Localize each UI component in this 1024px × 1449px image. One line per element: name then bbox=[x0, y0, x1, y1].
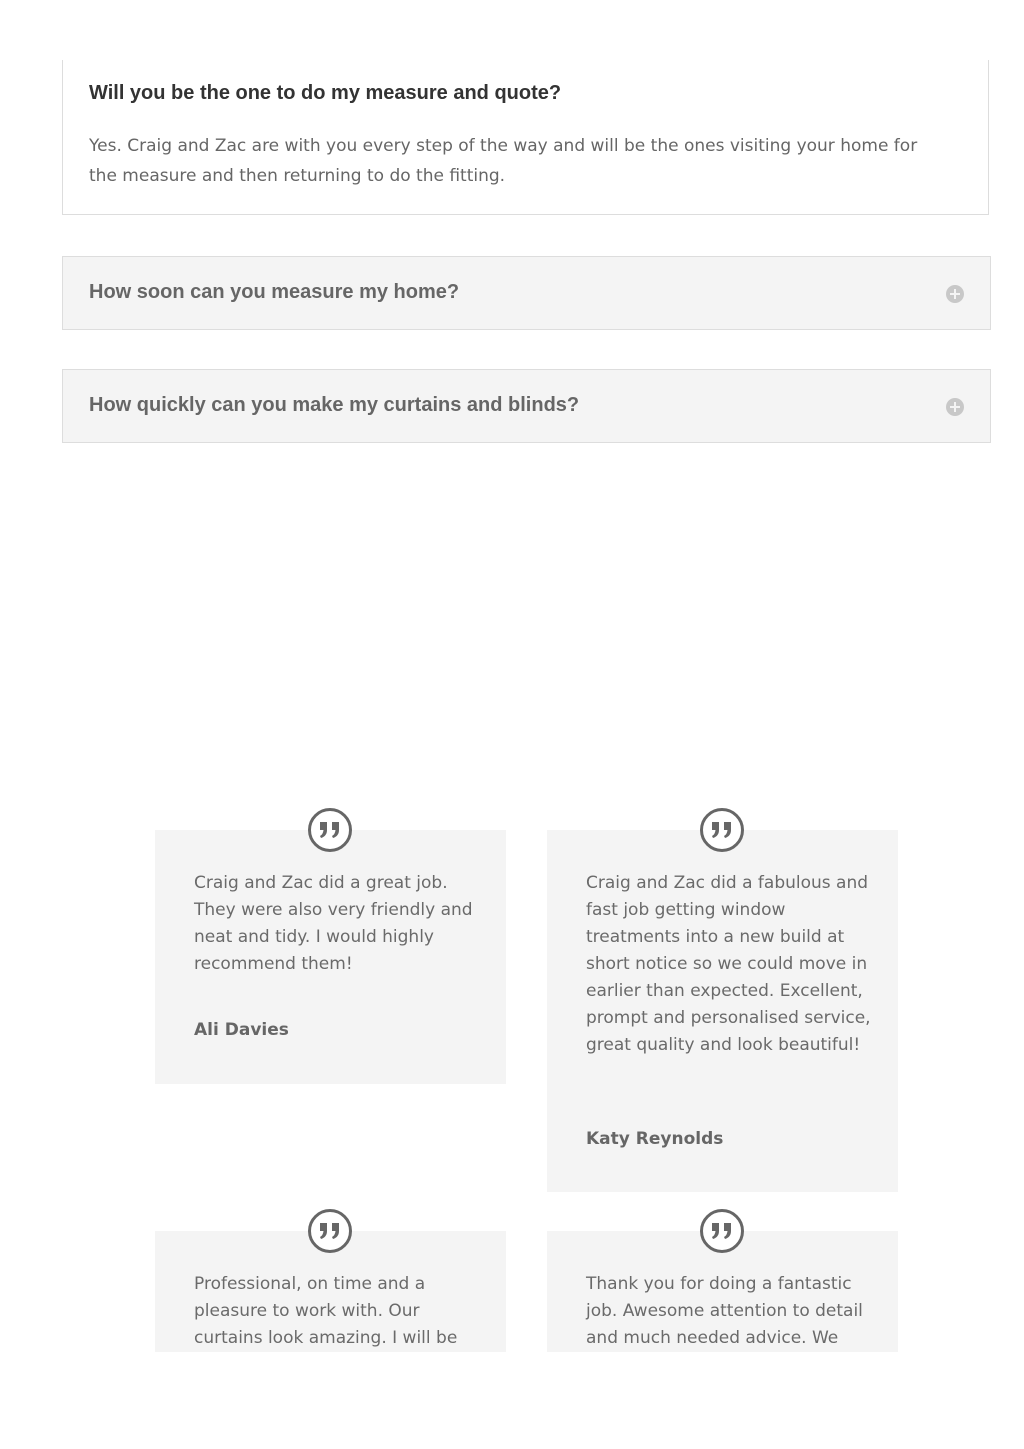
testimonial-text: Professional, on time and a pleasure to work with. Our curtains look amazing. I will be bbox=[194, 1274, 458, 1348]
quote-icon bbox=[308, 1209, 352, 1253]
testimonial-author: Katy Reynolds bbox=[586, 1129, 724, 1149]
testimonial-card bbox=[547, 830, 898, 1192]
faq-item-open bbox=[62, 60, 989, 215]
plus-circle-icon[interactable] bbox=[946, 285, 964, 303]
faq-question[interactable]: How soon can you measure my home? bbox=[89, 281, 460, 303]
faq-answer: Yes. Craig and Zac are with you every step of the way and will be the ones visiting your home for the measure and then returning to do the fitting. bbox=[89, 136, 918, 186]
testimonial-text: Craig and Zac did a fabulous and fast job getting window treatments into a new build at short notice so we could move in earlier than expected. Excellent, prompt and personalised service, great quality and look beautiful! bbox=[586, 873, 871, 1055]
faq-item-make-curtains[interactable] bbox=[62, 369, 991, 443]
quote-icon bbox=[308, 808, 352, 852]
quote-icon bbox=[700, 808, 744, 852]
testimonial-text: Craig and Zac did a great job. They were also very friendly and neat and tidy. I would highly recommend them! bbox=[194, 873, 473, 974]
testimonial-card bbox=[155, 830, 506, 1084]
testimonial-text: Thank you for doing a fantastic job. Awesome attention to detail and much needed advice. We bbox=[586, 1274, 863, 1348]
faq-item-measure-home[interactable] bbox=[62, 256, 991, 330]
quote-icon bbox=[700, 1209, 744, 1253]
faq-question[interactable]: How quickly can you make my curtains and blinds? bbox=[89, 394, 580, 416]
testimonial-author: Ali Davies bbox=[194, 1020, 289, 1040]
faq-question[interactable]: Will you be the one to do my measure and quote? bbox=[89, 82, 562, 104]
plus-circle-icon[interactable] bbox=[946, 398, 964, 416]
